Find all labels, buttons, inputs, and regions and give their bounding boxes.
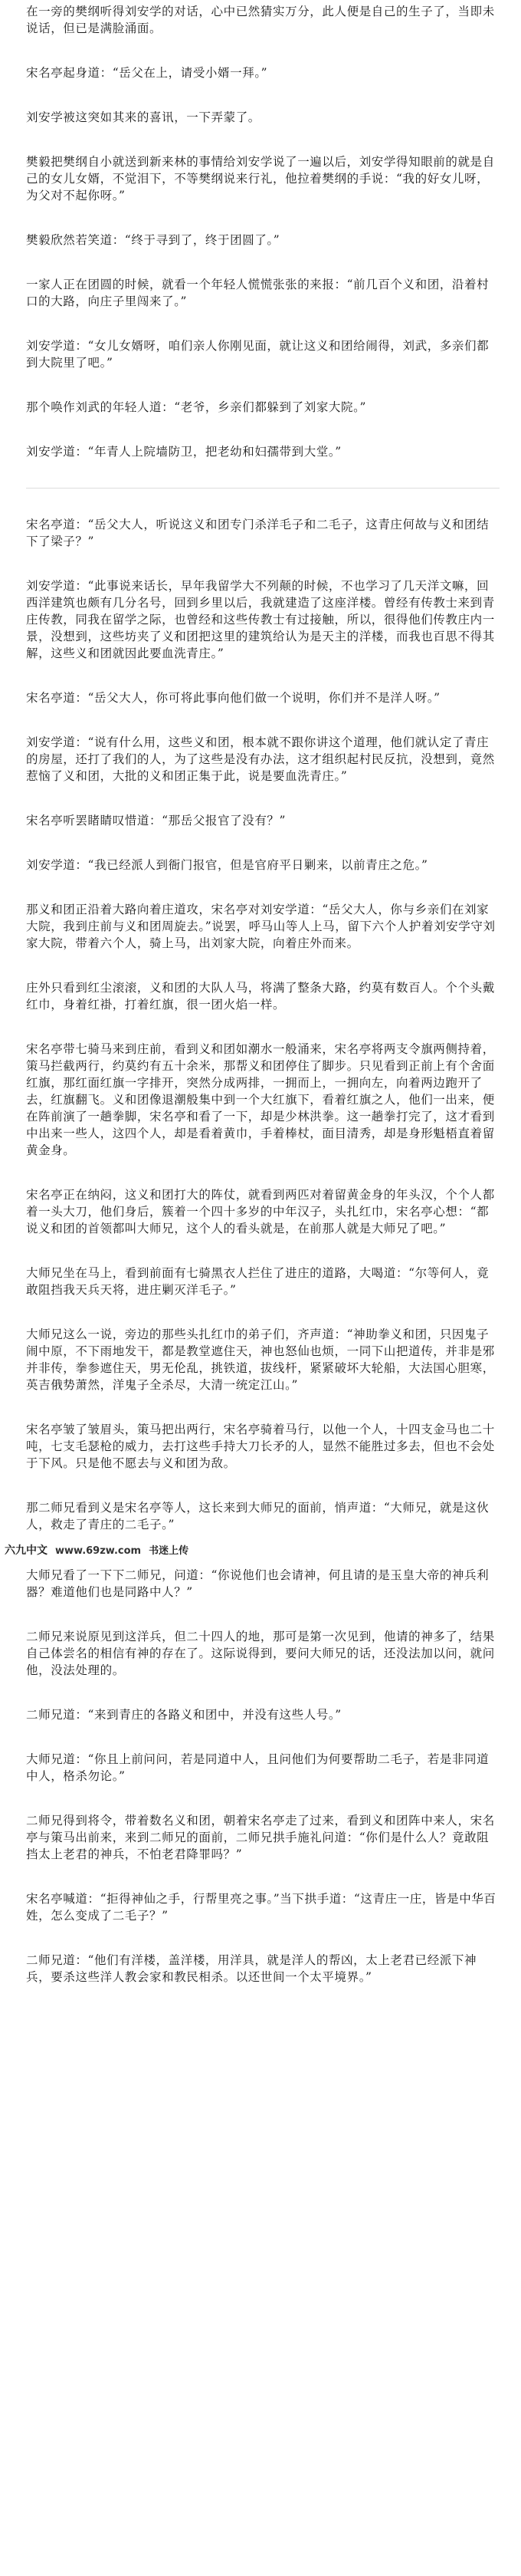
paragraph: 宋名亭听罢睹睛叹惜道：“那岳父报官了没有？” — [26, 814, 287, 827]
paragraph: 宋名亭道：“岳父大人，听说这义和团专门杀洋毛子和二毛子，这青庄何故与义和团结下了梁子？” — [26, 518, 490, 548]
paragraph: 在一旁的樊纲听得刘安学的对话，心中已然猜实万分，此人便是自己的生子了，当即未说话，但已是满脸涌面。 — [26, 5, 495, 35]
paragraph: 大师兄坐在马上，看到前面有七骑黑衣人拦住了进庄的道路，大喝道：“尔等何人，竟敢阻挡我天兵天将，进庄剿灭洋毛子。” — [26, 1266, 490, 1297]
paragraph: 刘安学被这突如其来的喜讯，一下弄蒙了。 — [26, 110, 260, 124]
paragraph: 宋名亭正在纳闷，这义和团打大的阵仗，就看到两匹对着留黄金身的年头汉，个个人都着一头大刀，他们身后，簇着一个四十多岁的中年汉子，头扎红巾，宋名亭心想：“都说义和团的首领都叫大师兄，这个人的看头就是，在前那人就是大师兄了吧。” — [26, 1188, 495, 1235]
paragraph: 宋名亭带七骑马来到庄前，看到义和团如潮水一般涌来，宋名亭将两支令旗两侧持着，策马拦截两行，约莫约有五十余米，那帮义和团停住了脚步。只见看到正前上有个舍面红旗，那红面红旗一字排开，突然分成两排，一拥而上，一拥向左，向着两边跑开了去，红旗翻飞。义和团像退潮般集中到一个大红旗下，看着红旗之人，他们一出来，便在阵前演了一趟拳脚，宋名亭和看了一下，却是少林洪拳。这一趟拳打完了，这才看到中出来一些人，这四个人，却是看着黄巾，手着棒杖，面目清秀，却是身形魁梧直着留黄金身。 — [26, 1042, 495, 1157]
paragraph: 大师兄这么一说，旁边的那些头扎红巾的弟子们，齐声道：“神助拳义和团，只因鬼子闹中原，不下雨地发干，都是教堂遮住天，神也怒仙也烦，一同下山把道传，并非是邪并非传，拳参遮住天，男无伦乱，挑铁道，拔线杆，紧紧破坏大轮船，大法国心胆寒，英吉俄势萧然，洋鬼子全杀尽，大清一统定江山。” — [26, 1327, 495, 1392]
paragraph: 宋名亭喊道：“拒得神仙之手，行帮里亮之事。”当下拱手道：“这青庄一庄，皆是中华百姓，怎么变成了二毛子？” — [26, 1892, 496, 1923]
paragraph: 那个唤作刘武的年轻人道：“老爷，乡亲们都躲到了刘家大院。” — [26, 400, 366, 414]
paragraph: 宋名亭道：“岳父大人，你可将此事向他们做一个说明，你们并不是洋人呀。” — [26, 691, 441, 705]
paragraph: 二师兄道：“来到青庄的各路义和团中，并没有这些人号。” — [26, 1708, 342, 1722]
divider — [26, 488, 500, 489]
paragraph: 庄外只看到红尘滚滚，义和团的大队人马，将满了整条大路，约莫有数百人。个个头戴红巾，身着红褂，打着红旗，很一团火焰一样。 — [26, 981, 495, 1012]
paragraph: 樊毅欣然若笑道：“终于寻到了，终于团圆了。” — [26, 233, 280, 247]
paragraph: 大师兄道：“你且上前问问，若是同道中人，且问他们为何要帮助二毛子，若是非同道中人，格杀勿论。” — [26, 1752, 490, 1783]
paragraph: 一家人正在团圆的时候，就看一个年轻人慌慌张张的来报：“前几百个义和团，沿着村口的大路，向庄子里闯来了。” — [26, 278, 490, 308]
paragraph: 二师兄得到将令，带着数名义和团，朝着宋名亭走了过来，看到义和团阵中来人，宋名亭与策马出前来，来到二师兄的面前，二师兄拱手施礼问道：“你们是什么人？竟敢阻挡太上老君的神兵，不怕老君降罪吗？” — [26, 1814, 495, 1861]
paragraph: 二师兄道：“他们有洋楼，盖洋楼，用洋具，就是洋人的帮凶，太上老君已经派下神兵，要杀这些洋人教会家和教民相杀。以还世间一个太平境界。” — [26, 1953, 477, 1984]
paragraph: 刘安学道：“说有什么用，这些义和团，根本就不跟你讲这个道理，他们就认定了青庄的房屋，还打了我们的人，为了这些是没有办法，这才组织起村民反抗，没想到，竟然惹恼了义和团，大批的义和团正集于此，说是要血洗青庄。” — [26, 735, 495, 783]
paragraph: 刘安学道：“女儿女婿呀，咱们亲人你刚见面，就让这义和团给闹得，刘武，多亲们都到大院里了吧。” — [26, 339, 490, 370]
paragraph: 大师兄看了一下下二师兄，问道：“你说他们也会请神，何且请的是玉皇大帝的神兵利器？难道他们也是同路中人？” — [26, 1568, 490, 1599]
site-watermark — [5, 1542, 500, 1558]
paragraph: 那义和团正沿着大路向着庄道攻，宋名亭对刘安学道：“岳父大人，你与乡亲们在刘家大院，我到庄前与义和团周旋去。”说罢，呼马山等人上马，留下六个人护着刘安学守刘家大院，带着六个人，骑上马，出刘家大院，向着庄外而来。 — [26, 903, 496, 950]
paragraph: 刘安学道：“我已经派人到衙门报官，但是官府平日剿来，以前青庄之危。” — [26, 858, 428, 872]
site-action: 书迷上传 — [149, 1545, 189, 1557]
paragraph: 宋名亭皱了皱眉头，策马把出两行，宋名亭骑着马行，以他一个人，十四支金马也二十吨，七支毛瑟枪的威力，去打这些手持大刀长矛的人，显然不能胜过多去，但也不会处于下风。只是他不愿去与义和团为敌。 — [26, 1423, 495, 1470]
paragraph: 宋名亭起身道：“岳父在上，请受小婿一拜。” — [26, 66, 268, 80]
site-name: 六九中文 — [5, 1545, 48, 1557]
site-url: www.69zw.com — [55, 1545, 142, 1557]
paragraph: 刘安学道：“年青人上院墙防卫，把老幼和妇孺带到大堂。” — [26, 445, 342, 459]
paragraph: 樊毅把樊纲自小就送到新来林的事情给刘安学说了一遍以后，刘安学得知眼前的就是自己的女儿女婿，不觉泪下，不等樊纲说来行礼，他拉着樊纲的手说：“我的好女儿呀，为父对不起你呀。” — [26, 155, 495, 202]
paragraph: 那二师兄看到义是宋名亭等人，这长来到大师兄的面前，悄声道：“大师兄，就是这伙人，救走了青庄的二毛子。” — [26, 1501, 490, 1531]
paragraph: 刘安学道：“此事说来话长，早年我留学大不列颠的时候，不也学习了几天洋文嘛，回西洋建筑也颇有几分名号，回到乡里以后，我就建造了这座洋楼。曾经有传教士来到青庄传教，同我在留学之际，也曾经和这些传教士有过接触，所以，很得他们传教庄内一景，没想到，这些坊夹了义和团把这里的建筑给认为是天主的洋楼，而我也百思不得其解，这些义和团就因此要血洗青庄。” — [26, 579, 495, 660]
paragraph: 二师兄来说原见到这洋兵，但二十四人的地，那可是第一次见到，他请的神多了，结果自己体尝名的相信有神的存在了。这际说得到，要问大师兄的话，还没法加以问，就问他，没法处理的。 — [26, 1630, 495, 1677]
